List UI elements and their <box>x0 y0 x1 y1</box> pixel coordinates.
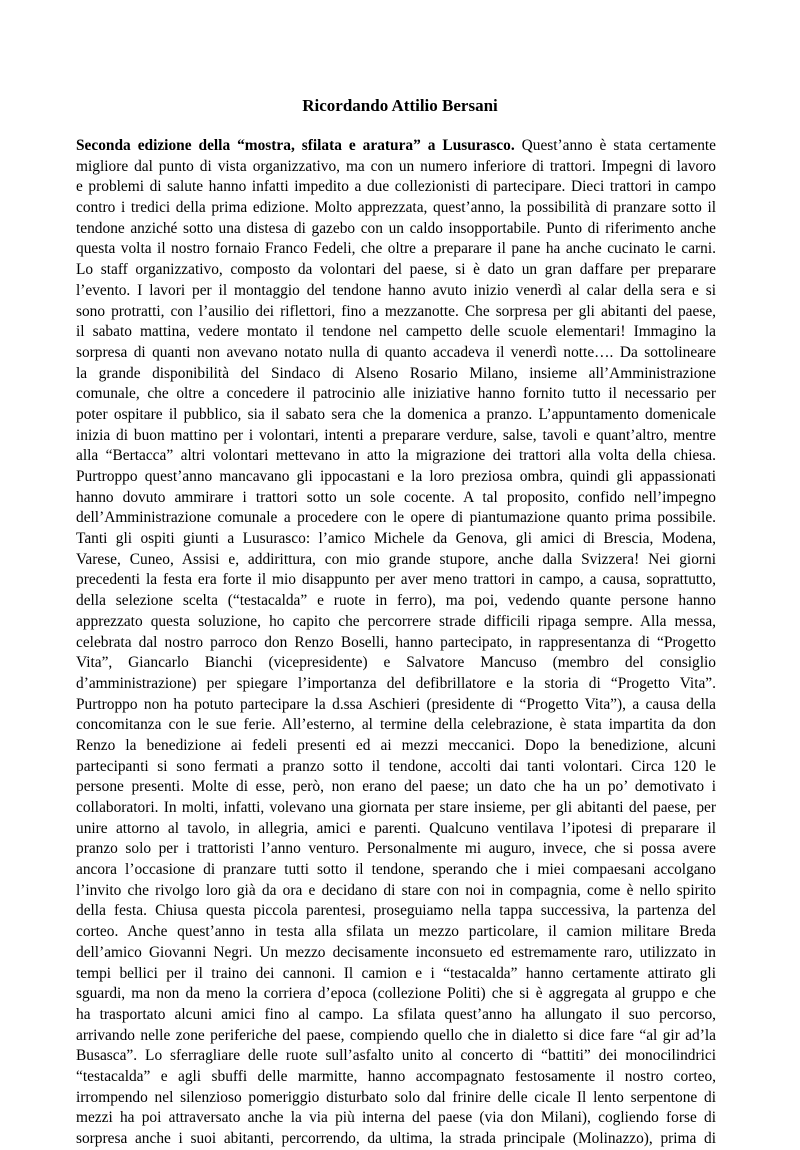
text-line: irrompendo nel silenzioso pomeriggio disturbato solo dal frinire delle cicale Il lento serpentone di <box>76 1088 716 1106</box>
text-line: alla “Bertacca” altri volontari mettevano in atto la migrazione dei trattori alla volta della chiesa. <box>76 447 716 465</box>
text-line: apprezzato questa soluzione, ho capito che percorrere strade difficili ripaga sempre. Alla messa, <box>76 612 716 630</box>
text-line: poter ospitare il pubblico, sia il sabato sera che la domenica a pranzo. L’appuntamento domenicale <box>76 405 716 423</box>
text-line: l’evento. I lavori per il montaggio del tendone hanno avuto inizio venerdì al calar della sera e si <box>76 281 716 299</box>
text-line: tendone anziché sotto una distesa di gazebo con un caldo insopportabile. Punto di riferimento anche <box>76 219 716 237</box>
text-line: pranzo solo per i trattoristi l’anno venturo. Personalmente mi auguro, invece, che si possa avere <box>76 840 716 858</box>
text-line: l’invito che rivolgo loro già da ora e decidano di stare con noi in compagnia, come è nello spirito <box>76 881 716 899</box>
text-line: hanno dovuto ammirare i trattori sotto un sole cocente. A tal proposito, confido nell’impegno <box>76 488 716 506</box>
text-line: contro i tredici della prima edizione. Molto apprezzata, quest’anno, la possibilità di pranzare sotto il <box>76 199 716 217</box>
text-line: mezzi ha poi attraversato anche la via più interna del paese (via don Milani), cogliendo forse di <box>76 1109 716 1127</box>
text-line: e problemi di salute hanno infatti impedito a due collezionisti di partecipare. Dieci trattori in campo <box>76 178 716 196</box>
text-line: Varese, Cuneo, Assisi e, addirittura, con mio grande stupore, anche dalla Svizzera! Nei giorni <box>76 550 716 568</box>
text-line: Lo staff organizzativo, composto da volontari del paese, si è dato un gran daffare per preparare <box>76 261 716 279</box>
text-line: Tanti gli ospiti giunti a Lusurasco: l’amico Michele da Genova, gli amici di Brescia, Modena, <box>76 530 716 548</box>
text-line: Purtroppo non ha potuto partecipare la d.ssa Aschieri (presidente di “Progetto Vita”), a causa della <box>76 695 716 713</box>
text-line: tempi bellici per il traino dei cannoni. Il camion e i “testacalda” hanno certamente attirato gli <box>76 964 716 982</box>
document-title: Ricordando Attilio Bersani <box>302 96 498 115</box>
first-line-rest: Quest’anno è stata certamente <box>514 137 716 154</box>
text-line: Purtroppo quest’anno mancavano gli ippocastani e la loro preziosa ombra, quindi gli appassionati <box>76 468 716 485</box>
text-line: Renzo la benedizione ai fedeli presenti ed ai mezzi meccanici. Dopo la benedizione, alcuni <box>76 736 716 754</box>
text-line: corteo. Anche quest’anno in testa alla sfilata un mezzo particolare, il camion militare Breda <box>76 923 716 941</box>
text-line: celebrata dal nostro parroco don Renzo Boselli, hanno partecipato, in rappresentanza di “Progetto <box>76 633 716 651</box>
text-line: comunale, che oltre a concedere il patrocinio alle iniziative hanno fornito tutto il necessario per <box>76 385 716 403</box>
text-line: sorpresa di quanti non avevano notato nulla di quanto accadeva il venerdì notte…. Da sottolineare <box>76 343 716 361</box>
text-line: precedenti la festa era forte il mio disappunto per aver meno trattori in campo, a causa, soprattutto, <box>76 571 716 589</box>
text-line: partecipanti si sono fermati a pranzo sotto il tendone, accolti dai tanti volontari. Circa 120 le <box>76 757 716 775</box>
text-line: questa volta il nostro fornaio Franco Fedeli, che oltre a preparare il pane ha anche cucinato le carni. <box>76 240 716 258</box>
text-line: ha trasportato alcuni amici fino al campo. La sfilata quest’anno ha allungato il suo percorso, <box>76 1005 716 1023</box>
text-line: unire attorno al tavolo, in allegria, amici e parenti. Qualcuno ventilava l’ipotesi di preparare il <box>76 819 716 837</box>
text-line: migliore dal punto di vista organizzativo, ma con un numero inferiore di trattori. Impegni di lavoro <box>76 157 716 175</box>
text-line: sorpresa anche i suoi abitanti, percorrendo, da ultima, la strada principale (Molinazzo), prima di <box>76 1130 716 1147</box>
text-line: sguardi, ma non da meno la corriera d’epoca (collezione Politi) che si è aggregata al gruppo e che <box>76 985 716 1003</box>
lead-heading: Seconda edizione della “mostra, sfilata e aratura” a Lusurasco. <box>76 137 515 154</box>
text-line: arrivando nelle zone periferiche del paese, compiendo quello che in dialetto si dice fare “al gir ad’la <box>76 1026 716 1044</box>
text-line: collaboratori. In molti, infatti, volevano una giornata per stare insieme, per gli abitanti del paese, per <box>76 799 716 816</box>
text-line: Vita”, Giancarlo Bianchi (vicepresidente) e Salvatore Mancuso (membro del consiglio <box>76 654 716 672</box>
text-line: inizia di buon mattino per i volontari, intenti a preparare verdure, salse, tavoli e quant’altro, mentre <box>76 426 716 444</box>
text-line: d’amministrazione) per spiegare l’importanza del defibrillatore e la storia di “Progetto Vita”. <box>76 674 716 692</box>
text-line: il sabato mattina, vedere montato il tendone nel campetto delle scuole elementari! Immagino la <box>76 323 716 341</box>
text-line: dell’Amministrazione comunale a procedere con le opere di piantumazione quanto prima possibile. <box>76 509 716 527</box>
text-line: concomitanza con le sue ferie. All’esterno, al termine della celebrazione, è stata impartita da don <box>76 716 716 734</box>
article-body <box>76 136 716 1150</box>
text-line: della festa. Chiusa questa piccola parentesi, proseguiamo nella tappa successiva, la partenza del <box>76 902 716 920</box>
text-line: Busasca”. Lo sferragliare delle ruote sull’asfalto unito al concerto di “battiti” dei monocilindrici <box>76 1047 716 1065</box>
text-line: persone presenti. Molte di esse, però, non erano del paese; un dato che ha un po’ demotivato i <box>76 778 716 796</box>
text-line: della selezione scelta (“testacalda” e ruote in ferro), ma poi, vedendo quante persone hanno <box>76 592 716 610</box>
text-line: “testacalda” e agli sbuffi delle marmitte, hanno accompagnato festosamente il nostro corteo, <box>76 1067 716 1085</box>
text-line: sono protratti, con l’ausilio dei riflettori, fino a mezzanotte. Che sorpresa per gli abitanti del paese, <box>76 302 716 320</box>
first-text-line <box>76 136 716 157</box>
text-line: la grande disponibilità del Sindaco di Alseno Rosario Milano, insieme all’Amministrazione <box>76 364 716 382</box>
text-line: ancora l’occasione di pranzare tutti sotto il tendone, sperando che i miei compaesani accolgano <box>76 861 716 879</box>
text-line: dell’amico Giovanni Negri. Un mezzo decisamente inconsueto ed estremamente raro, utilizzato in <box>76 943 716 961</box>
body-lines <box>76 157 716 1150</box>
